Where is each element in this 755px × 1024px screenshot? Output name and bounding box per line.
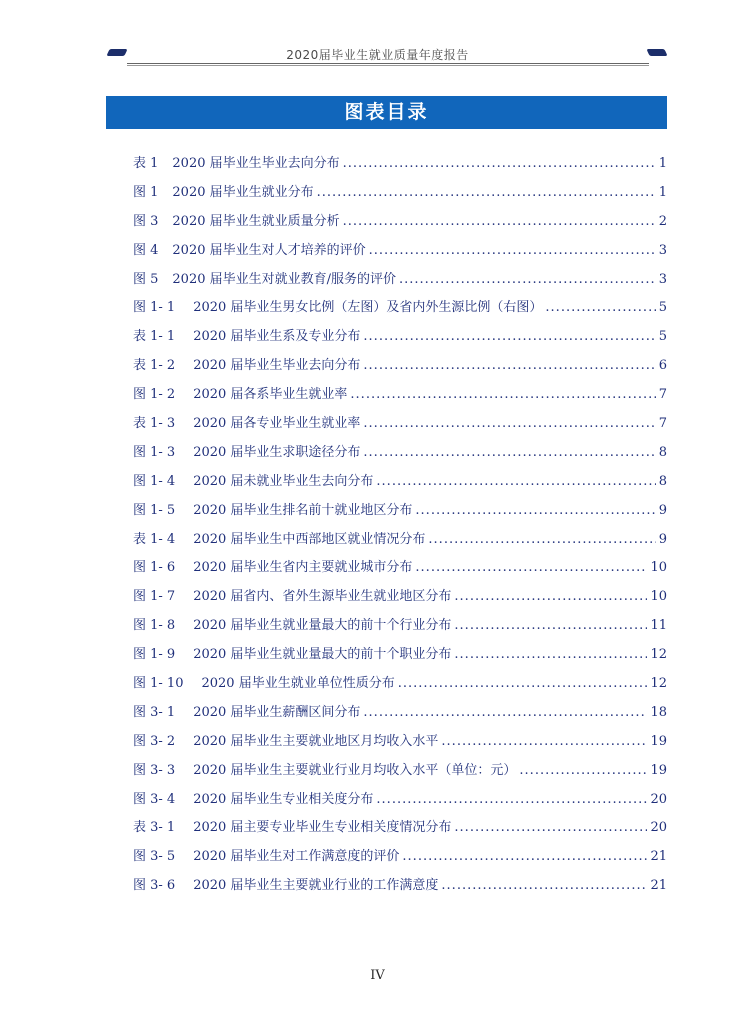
toc-entry-page: 12 — [650, 647, 667, 663]
toc-entry-leader-dots — [376, 792, 647, 807]
toc-entry-page: 3 — [658, 271, 667, 287]
toc-entry-leader-dots — [343, 156, 656, 171]
toc-entry-title: 2020 届毕业生主要就业行业的工作满意度 — [193, 878, 439, 894]
toc-entry-leader-dots — [441, 734, 647, 749]
toc-entry[interactable] — [133, 210, 667, 239]
toc-entry-title: 2020 届毕业生薪酬区间分布 — [193, 704, 361, 720]
toc-entry-page: 10 — [650, 560, 667, 576]
toc-entry-title: 2020 届毕业生就业量最大的前十个行业分布 — [193, 618, 452, 634]
toc-entry[interactable] — [133, 672, 667, 701]
toc-entry-leader-dots — [454, 647, 647, 662]
toc-entry-leader-dots — [415, 503, 655, 518]
toc-entry-label: 图 1- 4 — [133, 473, 176, 489]
toc-entry[interactable] — [133, 412, 667, 441]
toc-entry-title: 2020 届省内、省外生源毕业生就业地区分布 — [193, 589, 452, 605]
toc-entry-page: 1 — [658, 184, 667, 200]
toc-entry[interactable] — [133, 614, 667, 643]
toc-entry[interactable] — [133, 499, 667, 528]
toc-entry-leader-dots — [454, 589, 647, 604]
toc-entry-page: 9 — [658, 502, 667, 518]
toc-entry-leader-dots — [454, 618, 647, 633]
toc-entry-title: 2020 届毕业生系及专业分布 — [193, 329, 361, 345]
toc-entry-leader-dots — [363, 445, 655, 460]
toc-entry[interactable] — [133, 181, 667, 210]
toc-entry-leader-dots — [317, 185, 656, 200]
toc-entry-label: 图 5 — [133, 271, 159, 287]
toc-entry-page: 1 — [658, 156, 667, 171]
toc-entry-label: 图 3- 1 — [133, 704, 176, 720]
toc-entry-title: 2020 届毕业生对人才培养的评价 — [172, 242, 366, 258]
toc-entry-leader-dots — [545, 300, 655, 315]
toc-entry-label: 图 3- 5 — [133, 849, 176, 865]
toc-entry-label: 表 1- 3 — [133, 416, 176, 432]
toc-entry[interactable] — [133, 325, 667, 354]
toc-entry-leader-dots — [363, 358, 655, 373]
toc-entry-leader-dots — [369, 243, 656, 258]
toc-entry-title: 2020 届毕业生男女比例（左图）及省内外生源比例（右图） — [193, 300, 543, 316]
toc-entry-page: 6 — [658, 358, 667, 374]
toc-entry-title: 2020 届毕业生主要就业行业月均收入水平（单位：元） — [193, 762, 517, 778]
toc-entry-leader-dots — [454, 820, 647, 835]
toc-entry-leader-dots — [343, 214, 656, 229]
toc-entry-label: 图 3- 6 — [133, 878, 176, 894]
toc-entry[interactable] — [133, 845, 667, 874]
toc-entry-label: 图 1- 6 — [133, 560, 176, 576]
toc-entry-label: 图 4 — [133, 242, 159, 258]
toc-entry[interactable] — [133, 556, 667, 585]
toc-entry-page: 8 — [658, 473, 667, 489]
toc-entry-title: 2020 届毕业生毕业去向分布 — [193, 358, 361, 374]
toc-entry-page: 5 — [658, 329, 667, 345]
toc-entry[interactable] — [133, 528, 667, 557]
toc-entry-leader-dots — [398, 676, 648, 691]
toc-entry-page: 21 — [650, 878, 667, 894]
toc-entry-leader-dots — [428, 532, 655, 547]
toc-entry[interactable] — [133, 296, 667, 325]
toc-banner-title: 图表目录 — [106, 96, 667, 129]
toc-entry-title: 2020 届毕业生主要就业地区月均收入水平 — [193, 733, 439, 749]
toc-entry[interactable] — [133, 730, 667, 759]
page-number: IV — [370, 968, 385, 983]
toc-entry-title: 2020 届毕业生求职途径分布 — [193, 444, 361, 460]
toc-entry-title: 2020 届各系毕业生就业率 — [193, 387, 348, 403]
toc-entry-page: 5 — [658, 300, 667, 316]
toc-entry-label: 表 1- 1 — [133, 329, 176, 345]
header-rule — [127, 63, 649, 64]
toc-entry-title: 2020 届毕业生就业量最大的前十个职业分布 — [193, 647, 452, 663]
toc-entry-page: 20 — [650, 791, 667, 807]
toc-entry-label: 表 3- 1 — [133, 820, 176, 836]
toc-entry-page: 10 — [650, 589, 667, 605]
toc-entry-title: 2020 届毕业生中西部地区就业情况分布 — [193, 531, 426, 547]
toc-entry-label: 图 1 — [133, 184, 159, 200]
toc-entry-page: 19 — [650, 762, 667, 778]
toc-entry-title: 2020 届未就业毕业生去向分布 — [193, 473, 374, 489]
toc-entry-label: 图 3- 3 — [133, 762, 176, 778]
toc-entry-page: 7 — [658, 387, 667, 403]
toc-entry[interactable] — [133, 441, 667, 470]
toc-entry-label: 图 1- 1 — [133, 300, 176, 316]
toc-entry-label: 图 1- 9 — [133, 647, 176, 663]
toc-entry-title: 2020 届各专业毕业生就业率 — [193, 416, 361, 432]
toc-entry-title: 2020 届毕业生排名前十就业地区分布 — [193, 502, 413, 518]
toc-entry[interactable] — [133, 788, 667, 817]
toc-entry-page: 8 — [658, 444, 667, 460]
toc-entry-page: 3 — [658, 242, 667, 258]
toc-entry-label: 表 1 — [133, 156, 159, 171]
toc-entry-label: 图 1- 10 — [133, 676, 184, 692]
toc-entry-leader-dots — [363, 329, 655, 344]
toc-entry[interactable] — [133, 239, 667, 268]
toc-entry-leader-dots — [363, 416, 655, 431]
toc-entry-label: 图 1- 5 — [133, 502, 176, 518]
toc-entry-leader-dots — [376, 474, 655, 489]
toc-entry-page: 2 — [658, 213, 667, 229]
toc-entry[interactable] — [133, 152, 667, 181]
toc-entry-leader-dots — [399, 272, 656, 287]
toc-entry[interactable] — [133, 759, 667, 788]
toc-entry-title: 2020 届毕业生就业单位性质分布 — [201, 676, 395, 692]
running-header-title: 2020届毕业生就业质量年度报告 — [286, 48, 469, 62]
toc-entry-page: 9 — [658, 531, 667, 547]
toc-entry-page: 20 — [650, 820, 667, 836]
toc-entry-page: 11 — [650, 618, 667, 634]
toc-entry[interactable] — [133, 268, 667, 297]
toc-entry-title: 2020 届毕业生对工作满意度的评价 — [193, 849, 400, 865]
toc-entry[interactable] — [133, 354, 667, 383]
toc-entry-label: 图 3 — [133, 213, 159, 229]
toc-entry-title: 2020 届毕业生就业质量分析 — [172, 213, 340, 229]
toc-entry-label: 图 1- 3 — [133, 444, 176, 460]
toc-entry-page: 21 — [650, 849, 667, 865]
toc-entry-label: 表 1- 2 — [133, 358, 176, 374]
toc-entry-leader-dots — [350, 387, 655, 402]
toc-entry[interactable] — [133, 874, 667, 903]
toc-entry-label: 图 1- 2 — [133, 387, 176, 403]
toc-entry-label: 图 1- 7 — [133, 589, 176, 605]
toc-entry-leader-dots — [363, 705, 647, 720]
toc-entry-label: 表 1- 4 — [133, 531, 176, 547]
toc-entry-label: 图 1- 8 — [133, 618, 176, 634]
toc-entry-leader-dots — [415, 560, 647, 575]
toc-entry[interactable] — [133, 585, 667, 614]
toc-entry-page: 19 — [650, 733, 667, 749]
toc-entry-leader-dots — [402, 849, 647, 864]
toc-entry[interactable] — [133, 816, 667, 845]
toc-entry-title: 2020 届毕业生省内主要就业城市分布 — [193, 560, 413, 576]
toc-entry-label: 图 3- 2 — [133, 733, 176, 749]
toc-entry-title: 2020 届毕业生对就业教育/服务的评价 — [172, 271, 397, 287]
toc-entry[interactable] — [133, 643, 667, 672]
toc-entry-title: 2020 届毕业生毕业去向分布 — [172, 156, 340, 171]
toc-entry[interactable] — [133, 383, 667, 412]
header-rule-thin — [127, 65, 649, 66]
toc-entry-page: 7 — [658, 416, 667, 432]
toc-entry-leader-dots — [441, 878, 647, 893]
toc-list — [133, 152, 667, 903]
toc-entry-label: 图 3- 4 — [133, 791, 176, 807]
toc-entry[interactable] — [133, 470, 667, 499]
toc-entry-page: 18 — [650, 704, 667, 720]
toc-entry-title: 2020 届主要专业毕业生专业相关度情况分布 — [193, 820, 452, 836]
toc-entry-leader-dots — [519, 763, 647, 778]
toc-entry-title: 2020 届毕业生就业分布 — [172, 184, 314, 200]
toc-entry[interactable] — [133, 701, 667, 730]
toc-entry-page: 12 — [650, 676, 667, 692]
toc-entry-title: 2020 届毕业生专业相关度分布 — [193, 791, 374, 807]
